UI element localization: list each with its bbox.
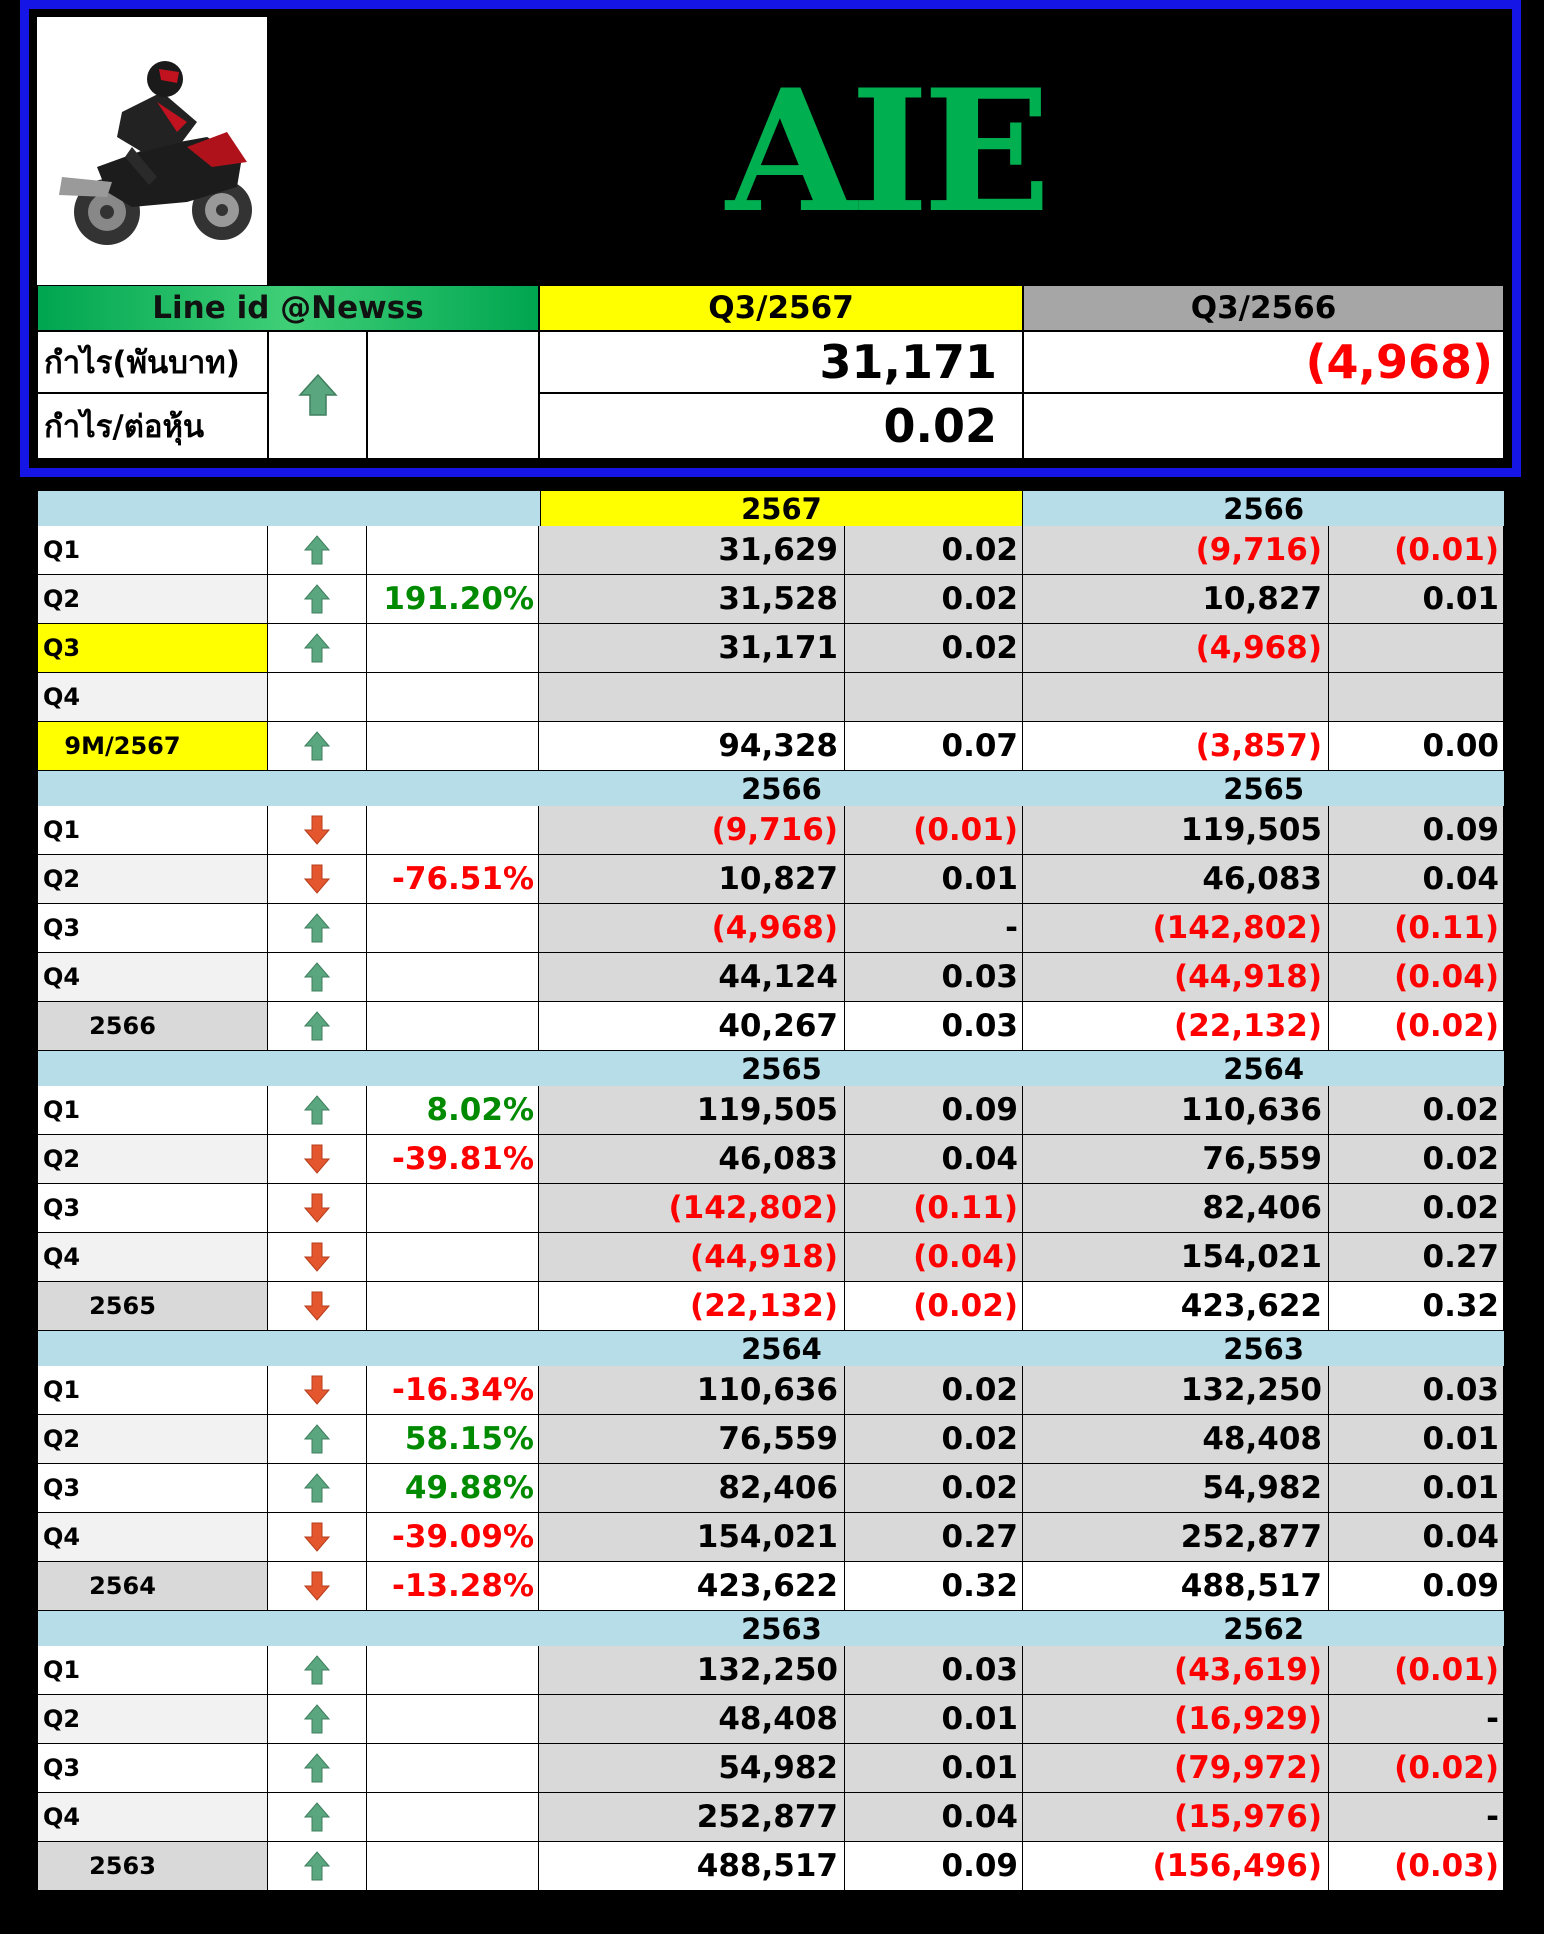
change-percent <box>367 722 539 771</box>
table-row <box>37 624 1504 673</box>
header-blank-cell <box>367 331 539 459</box>
profit-previous-year: 76,559 <box>1023 1135 1329 1184</box>
profit-current-year: 82,406 <box>539 1464 845 1513</box>
row-label: Q4 <box>37 1513 268 1562</box>
profit-current-year: (4,968) <box>539 904 845 953</box>
row-label: Q1 <box>37 1366 268 1415</box>
table-row <box>37 953 1504 1002</box>
table-total-row <box>37 1562 1504 1611</box>
eps-current-year: - <box>845 904 1023 953</box>
profit-previous-year: 110,636 <box>1023 1086 1329 1135</box>
profit-current-year: 488,517 <box>539 1842 845 1891</box>
eps-current-year: (0.02) <box>845 1282 1023 1331</box>
row-label: Q3 <box>37 1464 268 1513</box>
change-percent <box>367 673 539 722</box>
profit-previous-year: 488,517 <box>1023 1562 1329 1611</box>
down-arrow-icon <box>304 815 330 845</box>
up-arrow-icon <box>304 1753 330 1783</box>
year-current-header: 2567 <box>540 491 1024 526</box>
row-label: Q1 <box>37 806 268 855</box>
eps-current-year: 0.27 <box>845 1513 1023 1562</box>
year-previous-header: 2566 <box>1223 491 1305 526</box>
change-percent <box>367 624 539 673</box>
table-total-row <box>37 1002 1504 1051</box>
trend-cell <box>268 1562 367 1611</box>
trend-cell <box>268 722 367 771</box>
eps-current-year: 0.02 <box>845 624 1023 673</box>
change-percent <box>367 526 539 575</box>
profit-current-year: 154,021 <box>539 1513 845 1562</box>
eps-current-year: 0.02 <box>845 1366 1023 1415</box>
eps-previous-year: - <box>1329 1793 1504 1842</box>
year-header-row <box>37 771 1504 806</box>
profit-previous-year: (4,968) <box>1023 624 1329 673</box>
eps-previous-year: 0.01 <box>1329 575 1504 624</box>
eps-current-year: 0.03 <box>845 1002 1023 1051</box>
current-quarter-header: Q3/2567 <box>539 285 1023 331</box>
eps-current-year: 0.09 <box>845 1086 1023 1135</box>
eps-current-year: 0.01 <box>845 855 1023 904</box>
trend-cell <box>268 1282 367 1331</box>
down-arrow-icon <box>304 1571 330 1601</box>
eps-label: กำไร/ต่อหุ้น <box>37 393 268 459</box>
change-percent <box>367 1233 539 1282</box>
change-percent <box>367 1184 539 1233</box>
change-percent <box>367 806 539 855</box>
profit-current-year: (9,716) <box>539 806 845 855</box>
eps-previous-value <box>1023 393 1504 459</box>
eps-current-year: (0.01) <box>845 806 1023 855</box>
up-arrow-icon <box>304 1704 330 1734</box>
eps-current-year <box>845 673 1023 722</box>
profit-previous-year: 48,408 <box>1023 1415 1329 1464</box>
year-header-blank <box>37 1331 540 1366</box>
table-row <box>37 1415 1504 1464</box>
change-percent: -16.34% <box>367 1366 539 1415</box>
eps-current-year: 0.04 <box>845 1793 1023 1842</box>
change-percent <box>367 1002 539 1051</box>
trend-cell <box>268 953 367 1002</box>
year-header-blank <box>37 1051 540 1086</box>
profit-previous-year: (15,976) <box>1023 1793 1329 1842</box>
table-row <box>37 1793 1504 1842</box>
profit-label: กำไร(พันบาท) <box>37 331 268 393</box>
profit-current-year: 54,982 <box>539 1744 845 1793</box>
trend-cell <box>268 1793 367 1842</box>
change-percent: -76.51% <box>367 855 539 904</box>
change-percent: -13.28% <box>367 1562 539 1611</box>
up-arrow-icon <box>304 1655 330 1685</box>
eps-current-year: 0.09 <box>845 1842 1023 1891</box>
row-label: 2563 <box>37 1842 268 1891</box>
trend-cell <box>268 1842 367 1891</box>
trend-cell <box>268 904 367 953</box>
change-percent: -39.09% <box>367 1513 539 1562</box>
profit-previous-year: 46,083 <box>1023 855 1329 904</box>
profit-previous-year: 119,505 <box>1023 806 1329 855</box>
change-percent: 8.02% <box>367 1086 539 1135</box>
eps-previous-year: (0.04) <box>1329 953 1504 1002</box>
eps-previous-year: (0.01) <box>1329 526 1504 575</box>
change-percent <box>367 1695 539 1744</box>
row-label: Q4 <box>37 1233 268 1282</box>
year-current-header: 2566 <box>741 771 822 806</box>
profit-previous-year: 423,622 <box>1023 1282 1329 1331</box>
trend-cell <box>268 1233 367 1282</box>
profit-current-year: 31,171 <box>539 624 845 673</box>
trend-cell <box>268 1646 367 1695</box>
row-label: 2566 <box>37 1002 268 1051</box>
trend-cell <box>268 624 367 673</box>
year-header-row <box>37 1611 1504 1646</box>
eps-previous-year: 0.27 <box>1329 1233 1504 1282</box>
profit-previous-year: (22,132) <box>1023 1002 1329 1051</box>
table-row <box>37 855 1504 904</box>
trend-cell <box>268 1135 367 1184</box>
year-header-row <box>37 1331 1504 1366</box>
motorcycle-logo-image <box>37 17 267 285</box>
eps-current-year: 0.32 <box>845 1562 1023 1611</box>
change-percent <box>367 953 539 1002</box>
profit-current-year: 132,250 <box>539 1646 845 1695</box>
trend-cell <box>268 1695 367 1744</box>
row-label: Q2 <box>37 575 268 624</box>
brand-title <box>267 17 1504 285</box>
profit-current-value: 31,171 <box>539 331 1023 393</box>
up-arrow-icon <box>304 731 330 761</box>
profit-previous-year: (3,857) <box>1023 722 1329 771</box>
table-row <box>37 1744 1504 1793</box>
row-label: Q2 <box>37 855 268 904</box>
row-label: Q1 <box>37 1086 268 1135</box>
down-arrow-icon <box>304 864 330 894</box>
row-label: Q4 <box>37 953 268 1002</box>
change-percent <box>367 1793 539 1842</box>
table-row <box>37 1233 1504 1282</box>
up-arrow-icon <box>304 1851 330 1881</box>
change-percent <box>367 1744 539 1793</box>
year-header-row <box>37 491 1504 526</box>
eps-previous-year <box>1329 624 1504 673</box>
change-percent <box>367 1842 539 1891</box>
change-percent: 58.15% <box>367 1415 539 1464</box>
eps-previous-year: 0.09 <box>1329 1562 1504 1611</box>
row-label: Q3 <box>37 1744 268 1793</box>
profit-current-year: (22,132) <box>539 1282 845 1331</box>
profit-current-year: (142,802) <box>539 1184 845 1233</box>
row-label: 2565 <box>37 1282 268 1331</box>
eps-current-year: 0.04 <box>845 1135 1023 1184</box>
profit-previous-year: 82,406 <box>1023 1184 1329 1233</box>
table-total-row <box>37 1842 1504 1891</box>
row-label: Q4 <box>37 1793 268 1842</box>
profit-current-year: 31,629 <box>539 526 845 575</box>
profit-previous-year: (44,918) <box>1023 953 1329 1002</box>
profit-previous-year: (16,929) <box>1023 1695 1329 1744</box>
row-label: 2564 <box>37 1562 268 1611</box>
trend-cell <box>268 855 367 904</box>
row-label: 9M/2567 <box>37 722 268 771</box>
table-row <box>37 575 1504 624</box>
trend-cell <box>268 1415 367 1464</box>
trend-cell <box>268 575 367 624</box>
trend-cell <box>268 1002 367 1051</box>
profit-current-year <box>539 673 845 722</box>
table-row <box>37 526 1504 575</box>
table-row <box>37 1366 1504 1415</box>
year-current-header: 2565 <box>741 1051 822 1086</box>
line-id-label: Line id @Newss <box>37 285 539 331</box>
eps-current-year: 0.02 <box>845 1415 1023 1464</box>
up-arrow-icon <box>304 913 330 943</box>
eps-previous-year: 0.02 <box>1329 1184 1504 1233</box>
year-previous-header: 2565 <box>1223 771 1305 806</box>
year-current-header: 2563 <box>741 1611 822 1646</box>
eps-previous-year: 0.04 <box>1329 855 1504 904</box>
eps-current-year: 0.01 <box>845 1695 1023 1744</box>
header-trend-cell <box>268 331 367 459</box>
profit-current-year: 119,505 <box>539 1086 845 1135</box>
eps-current-year: (0.04) <box>845 1233 1023 1282</box>
brand-text: AIE <box>726 52 1045 250</box>
change-percent <box>367 1646 539 1695</box>
up-arrow-icon <box>304 962 330 992</box>
profit-current-year: 10,827 <box>539 855 845 904</box>
table-row <box>37 1135 1504 1184</box>
eps-previous-year: (0.11) <box>1329 904 1504 953</box>
eps-previous-year: 0.02 <box>1329 1086 1504 1135</box>
change-percent: 191.20% <box>367 575 539 624</box>
previous-quarter-header: Q3/2566 <box>1023 285 1504 331</box>
trend-cell <box>268 526 367 575</box>
table-row <box>37 806 1504 855</box>
trend-cell <box>268 1744 367 1793</box>
table-row <box>37 1464 1504 1513</box>
profit-previous-year: 252,877 <box>1023 1513 1329 1562</box>
row-label: Q1 <box>37 1646 268 1695</box>
table-row <box>37 904 1504 953</box>
profit-previous-year: 10,827 <box>1023 575 1329 624</box>
table-row <box>37 1695 1504 1744</box>
profit-current-year: 46,083 <box>539 1135 845 1184</box>
table-row <box>37 673 1504 722</box>
profit-current-year: 252,877 <box>539 1793 845 1842</box>
eps-previous-year: 0.04 <box>1329 1513 1504 1562</box>
up-arrow-icon <box>304 1095 330 1125</box>
up-arrow-icon <box>304 535 330 565</box>
profit-previous-year: (43,619) <box>1023 1646 1329 1695</box>
eps-previous-year: 0.02 <box>1329 1135 1504 1184</box>
table-row <box>37 1513 1504 1562</box>
year-previous-header: 2562 <box>1223 1611 1305 1646</box>
change-percent <box>367 904 539 953</box>
eps-current-year: 0.01 <box>845 1744 1023 1793</box>
eps-previous-year: - <box>1329 1695 1504 1744</box>
eps-current-year: 0.02 <box>845 1464 1023 1513</box>
eps-previous-year: 0.00 <box>1329 722 1504 771</box>
profit-current-year: 423,622 <box>539 1562 845 1611</box>
up-arrow-icon <box>298 373 338 417</box>
profit-current-year: 110,636 <box>539 1366 845 1415</box>
row-label: Q4 <box>37 673 268 722</box>
up-arrow-icon <box>304 1424 330 1454</box>
down-arrow-icon <box>304 1242 330 1272</box>
profit-previous-year: (156,496) <box>1023 1842 1329 1891</box>
row-label: Q2 <box>37 1695 268 1744</box>
eps-current-value: 0.02 <box>539 393 1023 459</box>
trend-cell <box>268 673 367 722</box>
table-total-row <box>37 1282 1504 1331</box>
profit-current-year: 44,124 <box>539 953 845 1002</box>
change-percent <box>367 1282 539 1331</box>
eps-previous-year: (0.01) <box>1329 1646 1504 1695</box>
eps-previous-year: (0.02) <box>1329 1002 1504 1051</box>
profit-current-year: (44,918) <box>539 1233 845 1282</box>
profit-previous-year: (79,972) <box>1023 1744 1329 1793</box>
change-percent: -39.81% <box>367 1135 539 1184</box>
up-arrow-icon <box>304 633 330 663</box>
row-label: Q3 <box>37 904 268 953</box>
table-total-row <box>37 722 1504 771</box>
eps-previous-year: 0.03 <box>1329 1366 1504 1415</box>
eps-previous-year <box>1329 673 1504 722</box>
row-label: Q3 <box>37 624 268 673</box>
profit-previous-value: (4,968) <box>1023 331 1504 393</box>
row-label: Q3 <box>37 1184 268 1233</box>
eps-current-year: (0.11) <box>845 1184 1023 1233</box>
eps-previous-year: (0.03) <box>1329 1842 1504 1891</box>
profit-previous-year <box>1023 673 1329 722</box>
year-header-row <box>37 1051 1504 1086</box>
profit-previous-year: 154,021 <box>1023 1233 1329 1282</box>
eps-current-year: 0.07 <box>845 722 1023 771</box>
profit-current-year: 48,408 <box>539 1695 845 1744</box>
year-previous-header: 2563 <box>1223 1331 1305 1366</box>
eps-current-year: 0.02 <box>845 526 1023 575</box>
up-arrow-icon <box>304 1473 330 1503</box>
year-header-blank <box>37 491 540 526</box>
profit-previous-year: 132,250 <box>1023 1366 1329 1415</box>
profit-previous-year: 54,982 <box>1023 1464 1329 1513</box>
down-arrow-icon <box>304 1522 330 1552</box>
table-row <box>37 1646 1504 1695</box>
trend-cell <box>268 1366 367 1415</box>
profit-previous-year: (9,716) <box>1023 526 1329 575</box>
trend-cell <box>268 1086 367 1135</box>
table-row <box>37 1086 1504 1135</box>
eps-previous-year: 0.32 <box>1329 1282 1504 1331</box>
up-arrow-icon <box>304 1011 330 1041</box>
row-label: Q2 <box>37 1135 268 1184</box>
profit-current-year: 76,559 <box>539 1415 845 1464</box>
up-arrow-icon <box>304 584 330 614</box>
year-previous-header: 2564 <box>1223 1051 1305 1086</box>
eps-current-year: 0.02 <box>845 575 1023 624</box>
down-arrow-icon <box>304 1193 330 1223</box>
table-row <box>37 1184 1504 1233</box>
profit-current-year: 94,328 <box>539 722 845 771</box>
trend-cell <box>268 1464 367 1513</box>
year-current-header: 2564 <box>741 1331 822 1366</box>
row-label: Q2 <box>37 1415 268 1464</box>
profit-previous-year: (142,802) <box>1023 904 1329 953</box>
down-arrow-icon <box>304 1291 330 1321</box>
up-arrow-icon <box>304 1802 330 1832</box>
trend-cell <box>268 1184 367 1233</box>
eps-previous-year: 0.01 <box>1329 1415 1504 1464</box>
eps-previous-year: (0.02) <box>1329 1744 1504 1793</box>
profit-current-year: 40,267 <box>539 1002 845 1051</box>
change-percent: 49.88% <box>367 1464 539 1513</box>
eps-previous-year: 0.09 <box>1329 806 1504 855</box>
profit-current-year: 31,528 <box>539 575 845 624</box>
row-label: Q1 <box>37 526 268 575</box>
trend-cell <box>268 1513 367 1562</box>
down-arrow-icon <box>304 1375 330 1405</box>
eps-current-year: 0.03 <box>845 953 1023 1002</box>
year-header-blank <box>37 771 540 806</box>
earnings-table <box>37 491 1504 1891</box>
eps-previous-year: 0.01 <box>1329 1464 1504 1513</box>
down-arrow-icon <box>304 1144 330 1174</box>
trend-cell <box>268 806 367 855</box>
year-header-blank <box>37 1611 540 1646</box>
eps-current-year: 0.03 <box>845 1646 1023 1695</box>
